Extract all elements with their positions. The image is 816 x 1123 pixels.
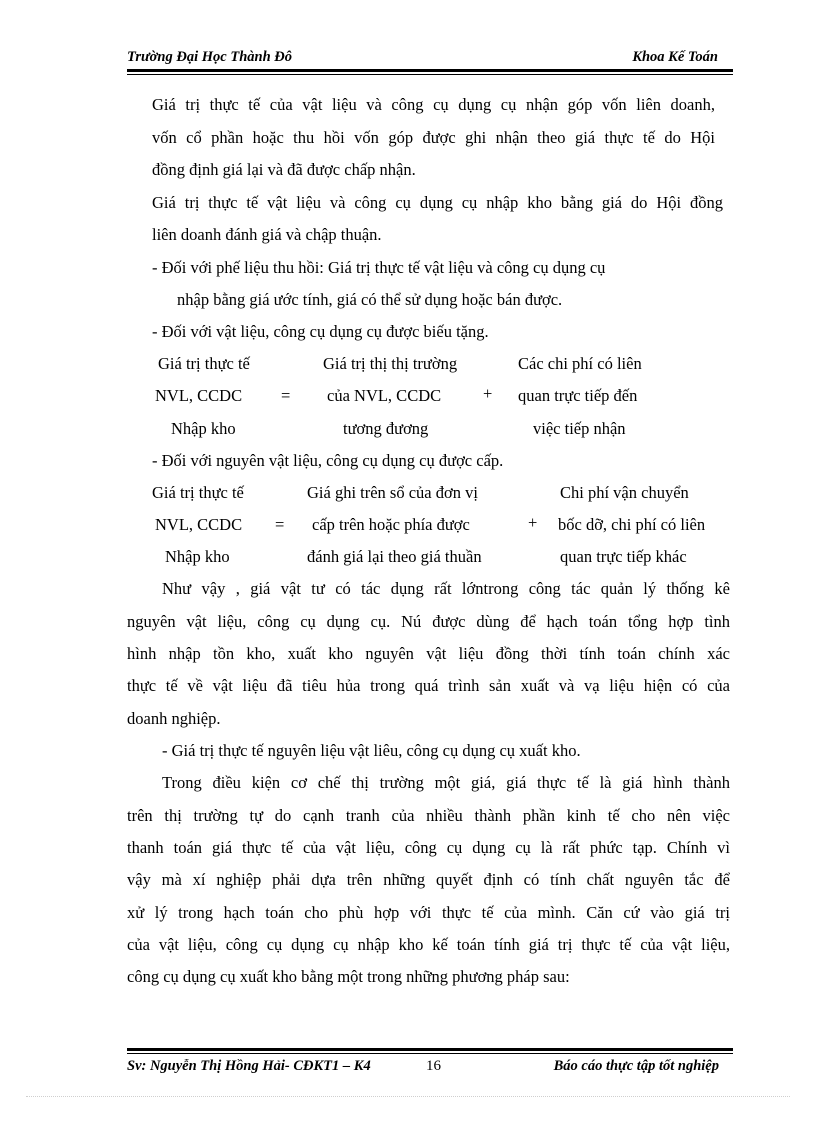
formula2-col3-line: quan trực tiếp khác [560,547,687,566]
body-line: Giá trị thực tế của vật liệu và công cụ dụng cụ nhận góp vốn liên doanh, [152,95,715,114]
paragraph-line: của vật liệu, công cụ dụng cụ nhập kho kế toán tính giá trị thực tế của vật liệu, [127,935,730,954]
formula1-plus: + [483,384,493,403]
page-number: 16 [426,1058,441,1074]
paragraph-line: công cụ dụng cụ xuất kho bằng một trong những phương pháp sau: [127,967,570,986]
paragraph-line: Trong điều kiện cơ chế thị trường một giá, giá thực tế là giá hình thành [162,773,730,792]
formula2-col2-line: Giá ghi trên sổ của đơn vị [307,483,478,502]
paragraph-line: Như vậy , giá vật tư có tác dụng rất lớntrong công tác quản lý thống kê [162,579,730,598]
formula2-col1-line: NVL, CCDC [155,515,243,534]
header-faculty: Khoa Kế Toán [632,49,718,65]
bullet-line: - Đối với nguyên vật liệu, công cụ dụng cụ được cấp. [152,451,504,470]
formula1-col2-line: của NVL, CCDC [327,386,442,405]
header-rule-thick [127,69,733,72]
paragraph-line: thanh toán giá thực tế của vật liệu, công cụ dụng cụ là rất phức tạp. Chính vì [127,838,730,857]
formula2-col2-line: cấp trên hoặc phía được [312,515,470,534]
body-line: vốn cổ phần hoặc thu hồi vốn góp được ghi nhận theo giá thực tế do Hội [152,128,715,147]
header-school: Trường Đại Học Thành Đô [127,49,292,65]
formula1-col1-line: Giá trị thực tế [158,354,250,373]
paragraph-line: doanh nghiệp. [127,709,221,728]
paragraph-line: thực tế về vật liệu đã tiêu hủa trong quá trình sản xuất và vạ liệu hiện có của [127,676,730,695]
formula1-col2-line: tương đương [343,419,429,438]
formula2-equals: = [275,515,285,534]
formula1-col3-line: việc tiếp nhận [533,419,626,438]
paragraph-line: hình nhập tồn kho, xuất kho nguyên vật liệu đồng thời tính toán chính xác [127,644,730,663]
footer-rule-thick [127,1048,733,1051]
formula1-col2-line: Giá trị thị thị trường [323,354,458,373]
body-line: Giá trị thực tế vật liệu và công cụ dụng cụ nhập kho bằng giá do Hội đồng [152,193,723,212]
footer-report-title: Báo cáo thực tập tốt nghiệp [553,1058,719,1074]
formula1-col1-line: NVL, CCDC [155,386,243,405]
body-line: đồng định giá lại và đã được chấp nhận. [152,160,416,179]
formula2-col2-line: đánh giá lại theo giá thuần [307,547,482,566]
footer-rule-thin [127,1053,733,1054]
paragraph-line: trên thị trường tự do cạnh tranh của nhiều thành phần kinh tế cho nên việc [127,806,730,825]
formula2-col3-line: Chi phí vận chuyển [560,483,689,502]
formula1-col3-line: quan trực tiếp đến [518,386,638,405]
paragraph-line: nguyên vật liệu, công cụ dụng cụ. Nú được dùng để hạch toán tổng hợp tình [127,612,730,631]
paragraph-line: vậy mà xí nghiệp phải dựa trên những quyết định có tính chất nguyên tắc để [127,870,730,889]
bullet-line: - Giá trị thực tế nguyên liệu vật liêu, công cụ dụng cụ xuất kho. [162,741,581,760]
formula2-col1-line: Nhập kho [165,547,230,566]
header-rule-thin [127,74,733,75]
body-line: nhập bằng giá ước tính, giá có thể sử dụng hoặc bán được. [177,290,563,309]
formula2-plus: + [528,513,538,532]
body-line: liên doanh đánh giá và chập thuận. [152,225,382,244]
formula1-equals: = [281,386,291,405]
formula1-col1-line: Nhập kho [171,419,236,438]
formula2-col1-line: Giá trị thực tế [152,483,244,502]
bullet-line: - Đối với phế liệu thu hồi: Giá trị thực tế vật liệu và công cụ dụng cụ [152,258,606,277]
bullet-line: - Đối với vật liệu, công cụ dụng cụ được biếu tặng. [152,322,489,341]
paragraph-line: xử lý trong hạch toán cho phù hợp với thực tế của mình. Căn cứ vào giá trị [127,903,730,922]
formula1-col3-line: Các chi phí có liên [518,354,642,373]
footer-student: Sv: Nguyễn Thị Hồng Hải- CĐKT1 – K4 [127,1058,371,1074]
page-bottom-dotted-divider [26,1096,790,1097]
formula2-col3-line: bốc dỡ, chi phí có liên [558,515,706,534]
